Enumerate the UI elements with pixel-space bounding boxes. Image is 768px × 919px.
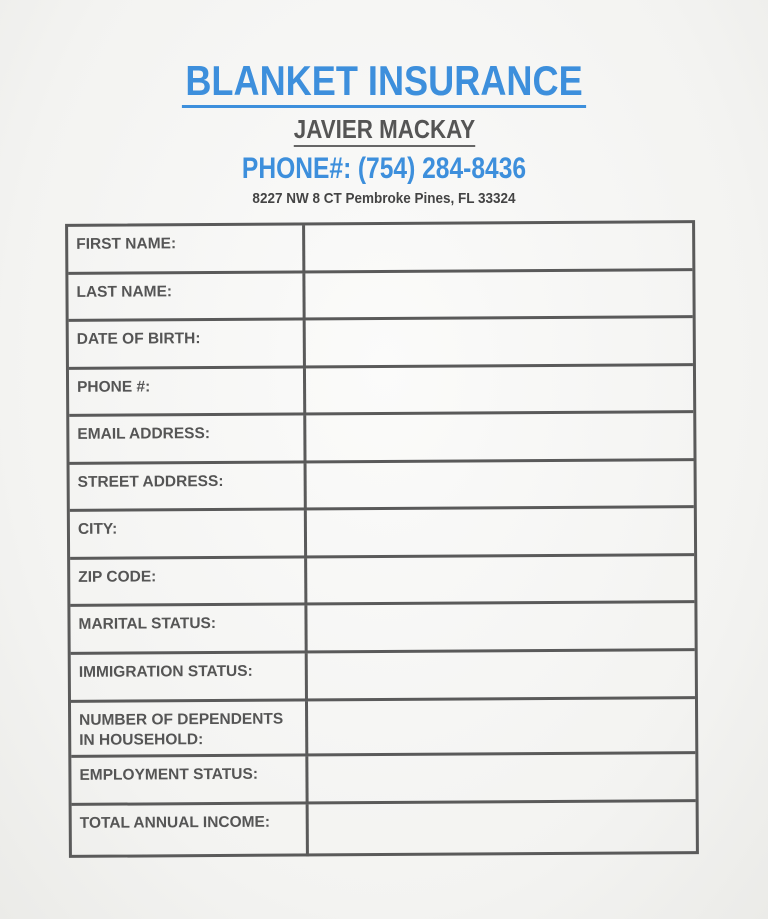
field-label-cell: [70, 558, 307, 603]
employment-status-field[interactable]: [308, 754, 695, 801]
field-label: FIRST NAME:: [76, 235, 177, 253]
number-of-dependents-field[interactable]: [308, 699, 695, 753]
company-name: BLANKET INSURANCE: [182, 58, 586, 108]
immigration-status-field[interactable]: [308, 651, 695, 698]
field-label: ZIP CODE:: [78, 568, 157, 586]
form-row-street-address: [70, 461, 694, 512]
phone-label: PHONE#:: [241, 152, 352, 185]
office-address: 8227 NW 8 CT Pembroke Pines, FL 33324: [252, 190, 516, 207]
field-label: IMMIGRATION STATUS:: [78, 662, 253, 681]
form-row-immigration-status: [71, 651, 695, 703]
email-address-field[interactable]: [306, 413, 693, 460]
first-name-field[interactable]: [305, 223, 692, 270]
form-row-total-annual-income: [72, 802, 696, 858]
phone-number: (754) 284-8436: [357, 152, 527, 185]
form-row-first-name: [68, 223, 692, 275]
letterhead: [0, 58, 768, 208]
field-label-cell: [70, 463, 307, 508]
field-label: EMAIL ADDRESS:: [77, 425, 211, 443]
field-label: LAST NAME:: [76, 283, 173, 301]
field-label: MARITAL STATUS:: [78, 615, 217, 633]
field-label: DATE OF BIRTH:: [76, 330, 201, 348]
field-label: EMPLOYMENT STATUS:: [79, 765, 259, 784]
field-label: TOTAL ANNUAL INCOME:: [79, 813, 271, 832]
form-row-zip-code: [70, 556, 694, 607]
total-annual-income-field[interactable]: [309, 802, 696, 856]
field-label-cell: [71, 653, 308, 699]
form-row-number-of-dependents: [71, 699, 695, 758]
form-row-employment-status: [71, 754, 695, 806]
field-label-cell: [71, 756, 308, 802]
form-row-phone: [69, 366, 693, 417]
field-label: STREET ADDRESS:: [77, 472, 224, 491]
field-label-cell: [69, 320, 306, 366]
form-row-email-address: [69, 413, 693, 465]
last-name-field[interactable]: [305, 271, 692, 317]
form-row-last-name: [68, 271, 692, 322]
marital-status-field[interactable]: [307, 603, 694, 650]
phone-line: [69, 152, 699, 186]
field-label-cell: [68, 225, 305, 271]
zip-code-field[interactable]: [307, 556, 694, 602]
form-row-city: [70, 508, 694, 560]
city-field[interactable]: [307, 508, 694, 555]
field-label-cell: [70, 605, 307, 651]
intake-form-table: [65, 220, 699, 858]
agent-name: JAVIER MACKAY: [293, 114, 474, 147]
date-of-birth-field[interactable]: [306, 318, 693, 365]
field-label: PHONE #:: [77, 378, 151, 396]
form-row-marital-status: [70, 603, 694, 655]
field-label: CITY:: [77, 520, 118, 538]
phone-field[interactable]: [306, 366, 693, 412]
field-label-cell: [69, 368, 306, 413]
field-label-cell: [72, 804, 309, 857]
field-label-cell: [70, 510, 307, 556]
field-label: NUMBER OF DEPENDENTS IN HOUSEHOLD:: [79, 710, 284, 749]
field-label-cell: [71, 701, 308, 754]
field-label-cell: [69, 415, 306, 461]
field-label-cell: [68, 273, 305, 318]
form-row-date-of-birth: [69, 318, 693, 370]
street-address-field[interactable]: [307, 461, 694, 507]
